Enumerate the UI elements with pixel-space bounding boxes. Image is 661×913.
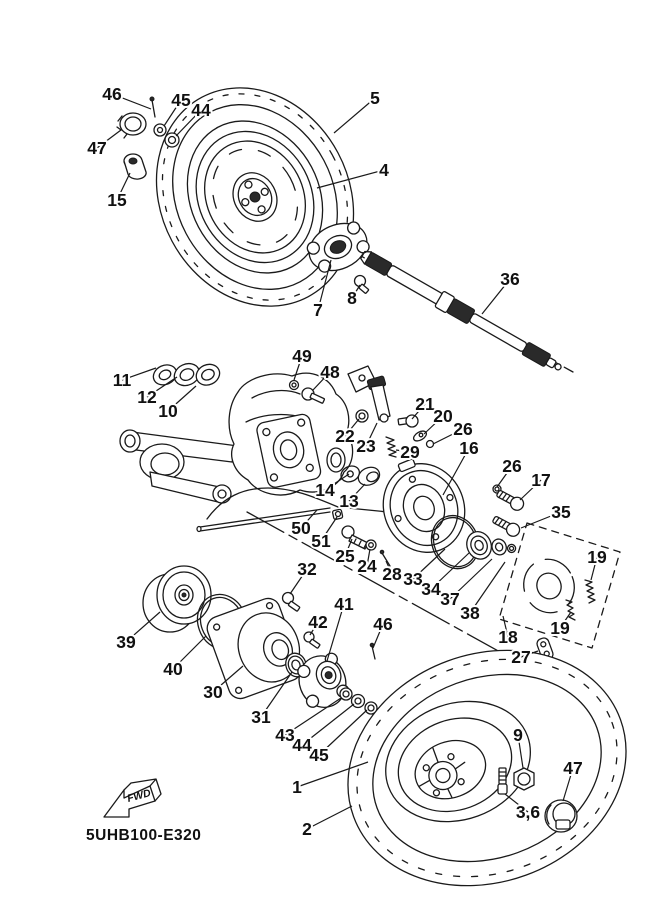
part-label-18: 18 [498, 627, 518, 647]
part-label-39: 39 [116, 632, 136, 652]
part-label-38: 38 [460, 603, 480, 623]
part-label-40: 40 [163, 659, 183, 679]
part-label-46: 46 [373, 614, 393, 634]
part-label-26: 26 [453, 419, 473, 439]
part-label-23: 23 [356, 436, 376, 456]
part-label-5: 5 [370, 88, 380, 108]
part-label-34: 34 [421, 579, 441, 599]
part-label-17: 17 [531, 470, 551, 490]
part-label-33: 33 [403, 569, 423, 589]
part-label-35: 35 [551, 502, 571, 522]
part-label-27: 27 [511, 647, 531, 667]
part-label-45: 45 [309, 745, 329, 765]
part-label-44: 44 [191, 100, 211, 120]
part-label-45: 45 [171, 90, 191, 110]
part-label-49: 49 [292, 346, 312, 366]
part-label-32: 32 [297, 559, 317, 579]
part-label-51: 51 [311, 531, 331, 551]
part-label-25: 25 [335, 546, 355, 566]
part-label-8: 8 [347, 288, 357, 308]
part-label-36: 36 [500, 269, 520, 289]
part-label-9: 9 [513, 725, 523, 745]
part-label-42: 42 [308, 612, 328, 632]
part-label-22: 22 [335, 426, 355, 446]
part-label-3-6: 3,6 [515, 802, 541, 822]
part-label-50: 50 [291, 518, 311, 538]
part-label-12: 12 [137, 387, 157, 407]
part-label-19: 19 [550, 618, 570, 638]
part-label-11: 11 [112, 370, 132, 390]
part-label-16: 16 [459, 438, 479, 458]
part-label-21: 21 [415, 394, 435, 414]
part-label-10: 10 [158, 401, 178, 421]
fwd-label: FWD [125, 787, 153, 805]
part-label-37: 37 [440, 589, 460, 609]
part-label-44: 44 [292, 735, 312, 755]
part-label-43: 43 [275, 725, 295, 745]
part-label-26: 26 [502, 456, 522, 476]
part-label-47: 47 [563, 758, 583, 778]
part-label-28: 28 [382, 564, 402, 584]
part-label-47: 47 [87, 138, 107, 158]
part-label-46: 46 [102, 84, 122, 104]
part-label-41: 41 [334, 594, 354, 614]
part-label-48: 48 [320, 362, 340, 382]
part-label-20: 20 [433, 406, 453, 426]
part-label-15: 15 [107, 190, 127, 210]
part-label-14: 14 [315, 480, 335, 500]
part-label-31: 31 [251, 707, 271, 727]
part-label-1: 1 [292, 777, 302, 797]
axle-nut [514, 768, 534, 790]
part-label-29: 29 [400, 442, 420, 462]
part-label-4: 4 [379, 160, 389, 180]
part-label-19: 19 [587, 547, 607, 567]
diagram-code: 5UHB100-E320 [86, 827, 202, 844]
part-label-2: 2 [302, 819, 312, 839]
part-label-13: 13 [339, 491, 359, 511]
part-label-30: 30 [203, 682, 223, 702]
hub-cap [545, 800, 577, 832]
wheel-stud [498, 768, 507, 794]
part-label-24: 24 [357, 556, 377, 576]
part-label-7: 7 [313, 300, 323, 320]
